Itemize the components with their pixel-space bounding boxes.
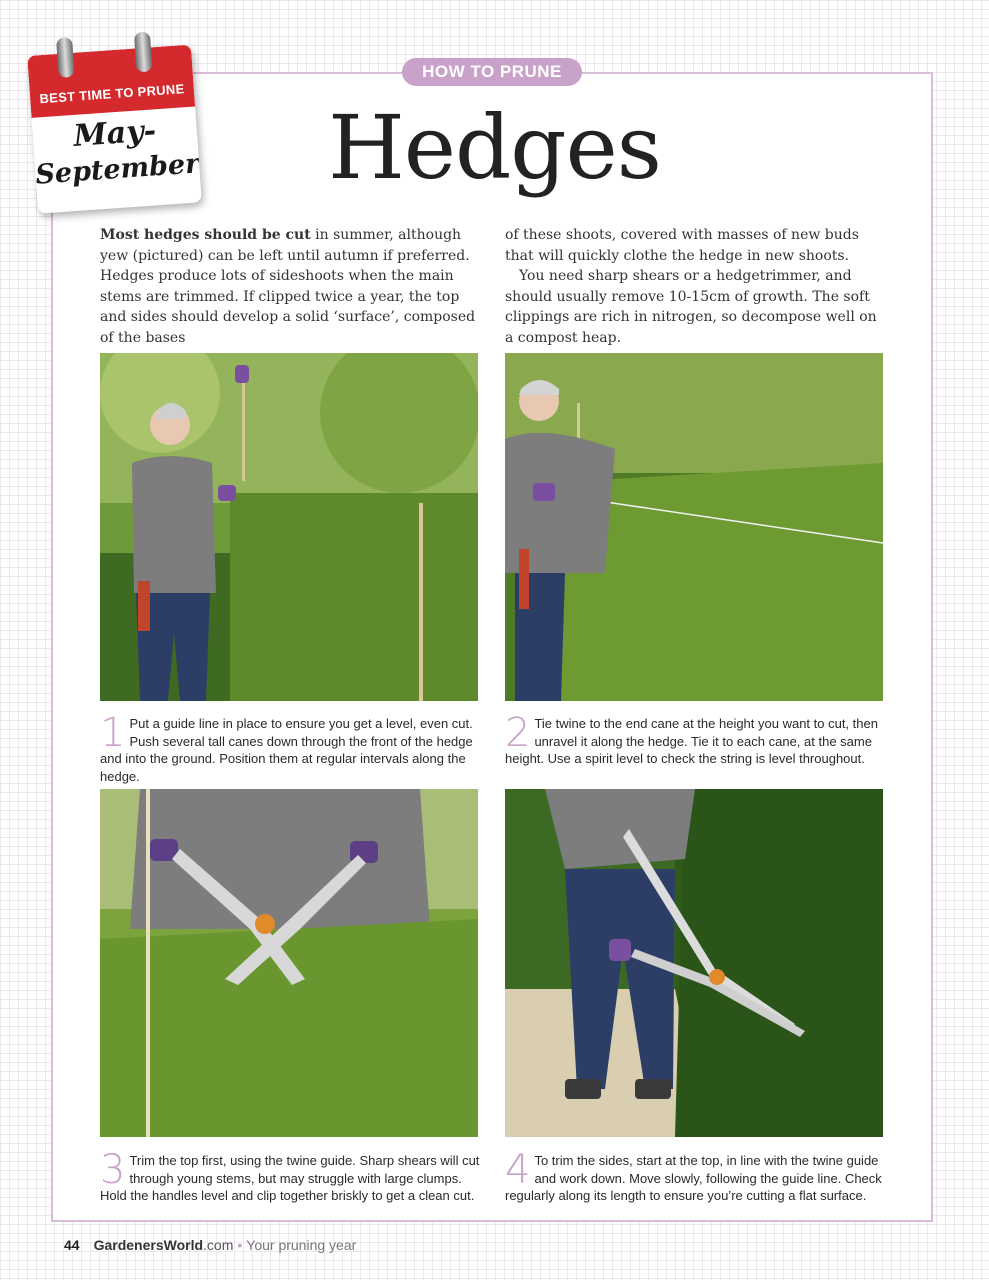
badge-month-start: May- [72,113,158,154]
step-number: 4 [505,1147,531,1193]
step-text: Trim the top first, using the twine guide. Sharp shears will cut through young stems, but may struggle with large clumps. Hold the handles level and clip together briskly to get a clean cut. [100,1153,480,1203]
step-3-caption [100,1147,480,1205]
step-number: 2 [505,710,531,756]
step-text: Put a guide line in place to ensure you get a level, even cut. Push several tall canes down through the front of the hedge and into the ground. Position them at regular intervals along the hedge. [100,716,473,784]
intro-paragraph: of these shoots, covered with masses of new buds that will quickly clothe the hedge in new shoots. [505,227,859,264]
step-2-caption [505,710,885,768]
step-2-photo [505,353,883,701]
step-3-photo [100,789,478,1137]
page-number: 44 [64,1237,80,1253]
section-kicker: HOW TO PRUNE [402,58,582,86]
step-4-caption [505,1147,885,1205]
footer-brand: GardenersWorld [93,1237,204,1253]
intro-body: in summer, although yew (pictured) can be left until autumn if preferred. Hedges produce lots of sideshoots when the main stems are trimmed. If clipped twice a year, the top and sides should develop a solid ‘surface’, composed of the bases [100,227,476,346]
intro-column-2 [505,225,883,348]
intro-column-1 [100,225,478,348]
step-number: 3 [100,1147,126,1193]
step-text: Tie twine to the end cane at the height you want to cut, then unravel it along the hedge. Tie it to each cane, at the same height. Use a spirit level to check the string is level throughout. [505,716,878,766]
page-title: Hedges [328,96,661,199]
intro-paragraph: You need sharp shears or a hedgetrimmer, and should usually remove 10-15cm of growth. The soft clippings are rich in nitrogen, so decompose well on a compost heap. [505,268,877,346]
step-1-caption [100,710,480,785]
step-text: To trim the sides, start at the top, in line with the twine guide and work down. Move slowly, following the guide line. Check regularly along its length to ensure you’re cutting a flat surface. [505,1153,882,1203]
step-1-photo [100,353,478,701]
footer-domain: .com [203,1237,234,1253]
calendar-ring-icon [134,31,153,72]
intro-lead: Most hedges should be cut [100,227,311,243]
footer-separator: • [237,1237,243,1253]
calendar-ring-icon [56,37,75,78]
badge-month-end: September [34,148,201,191]
step-4-photo [505,789,883,1137]
step-number: 1 [100,710,126,756]
footer-section: Your pruning year [246,1237,357,1253]
badge-heading: BEST TIME TO PRUNE [27,45,195,118]
page-footer [64,1237,356,1253]
